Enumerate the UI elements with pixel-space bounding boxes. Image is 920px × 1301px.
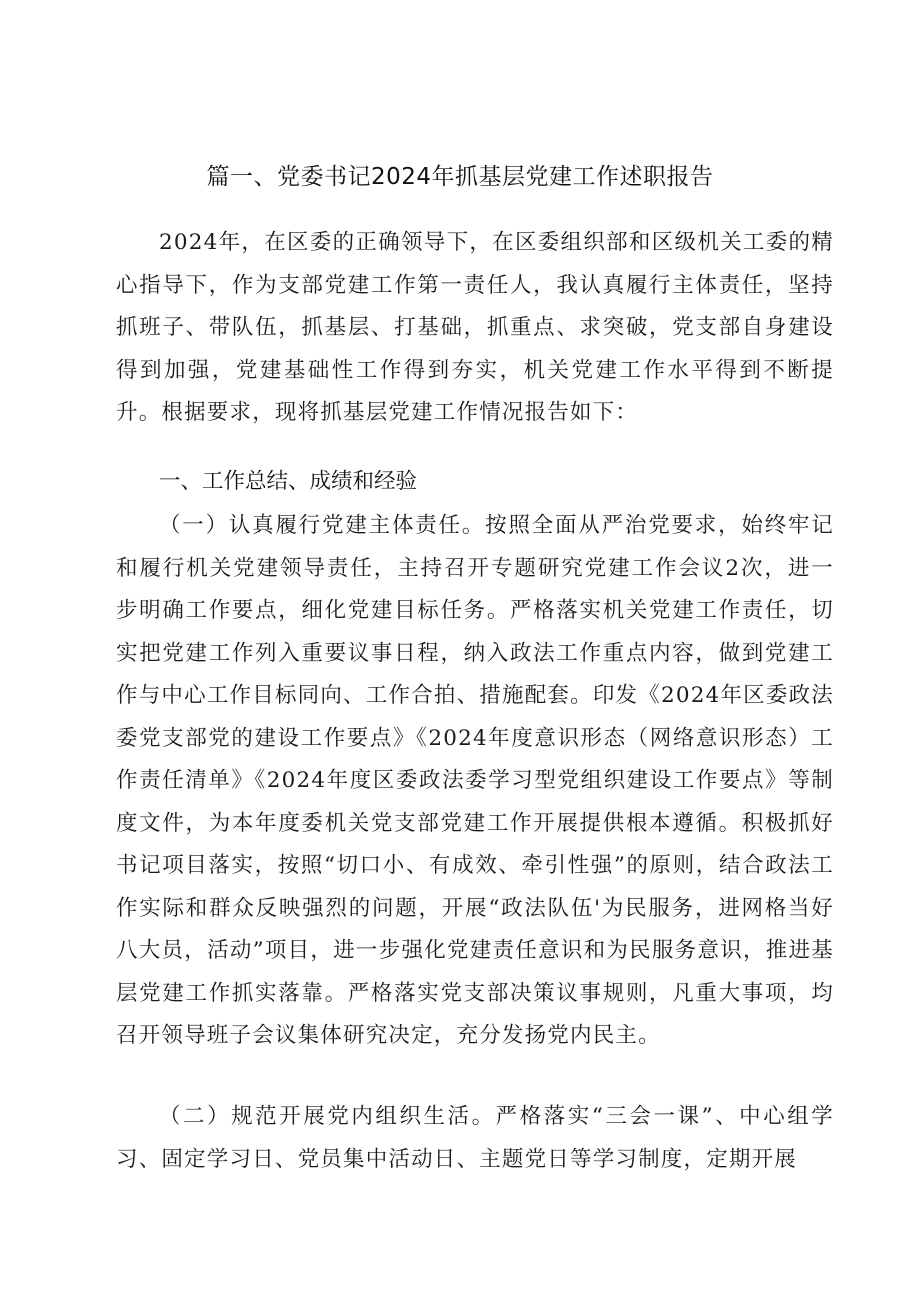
paragraph-2: （二）规范开展党内组织生活。严格落实“三会一课”、中心组学习、固定学习日、党员集中活动日、主题党日等学习制度，定期开展 bbox=[116, 1104, 834, 1172]
document-title: 篇一、党委书记2024年抓基层党建工作述职报告 bbox=[206, 164, 714, 190]
paragraph-1: （一）认真履行党建主体责任。按照全面从严治党要求，始终牢记和履行机关党建领导责任，主持召开专题研究党建工作会议2次，进一步明确工作要点，细化党建目标任务。严格落实机关党建工作责任，切实把党建工作列入重要议事日程，纳入政法工作重点内容，做到党建工作与中心工作目标同向、工作合拍、措施配套。印发《2024年区委政法委党支部党的建设工作要点》《2024年度意识形态（网络意识形态）工作责任清单》《2024年度区委政法委学习型党组织建设工作要点》等制度文件，为本年度委机关党支部党建工作开展提供根本遵循。积极抓好书记项目落实，按照“切口小、有成效、牵引性强”的原则，结合政法工作实际和群众反映强烈的问题，开展“政法队伍'为民服务，进网格当好八大员，活动”项目，进一步强化党建责任意识和为民服务意识，推进基层党建工作抓实落靠。严格落实党支部决策议事规则，凡重大事项，均召开领导班子会议集体研究决定，充分发扬党内民主。 bbox=[116, 513, 834, 1048]
section-heading: 一、工作总结、成绩和经验 bbox=[159, 469, 418, 494]
intro-paragraph: 2024年，在区委的正确领导下，在区委组织部和区级机关工委的精心指导下，作为支部党建工作第一责任人，我认真履行主体责任，坚持抓班子、带队伍，抓基层、打基础，抓重点、求突破，党支部自身建设得到加强，党建基础性工作得到夯实，机关党建工作水平得到不断提升。根据要求，现将抓基层党建工作情况报告如下： bbox=[116, 230, 834, 425]
